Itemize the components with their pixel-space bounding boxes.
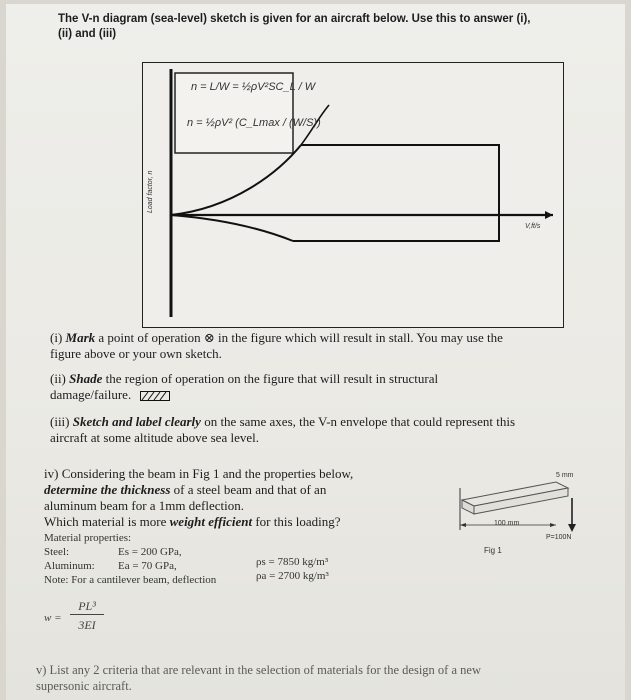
aluminum-density: ρa = 2700 kg/m³ [256, 570, 329, 582]
positive-stall-curve [171, 145, 301, 215]
steel-modulus: Es = 200 GPa, [118, 546, 182, 558]
fraction-bar [70, 614, 104, 615]
steel-density: ρs = 7850 kg/m³ [256, 556, 329, 568]
question-5: v) List any 2 criteria that are relevant in the selection of materials for the design of a new supersonic aircraft. [36, 663, 481, 693]
heading-line-1: The V-n diagram (sea-level) sketch is given for an aircraft below. Use this to answer (i), [58, 13, 531, 25]
question-4: iv) Considering the beam in Fig 1 and the properties below, determine the thickness of a steel beam and that of an aluminum beam for a 1mm deflection. Which material is more weight efficient for this loading? [44, 466, 354, 529]
deflection-denominator: 3EI [78, 618, 96, 632]
x-axis-label: V,ft/s [525, 223, 541, 230]
vn-diagram [142, 62, 564, 328]
deflection-numerator: PL³ [78, 599, 96, 613]
question-heading [58, 12, 531, 42]
fig1-load-label: P=100N [546, 534, 572, 541]
vn-diagram-svg [143, 63, 563, 327]
aluminum-modulus: Ea = 70 GPa, [118, 560, 177, 572]
question-1: (i) Mark a point of operation ⊗ in the figure which will result in stall. You may use the figure above or your own sketch. [50, 330, 503, 361]
aluminum-label: Aluminum: [44, 560, 95, 572]
steel-label: Steel: [44, 546, 70, 558]
hatch-legend-icon [140, 391, 170, 401]
positive-limit-line [301, 145, 499, 241]
figure-1 [446, 470, 601, 560]
question-2: (ii) Shade the region of operation on the figure that will result in structural damage/failure. [50, 371, 439, 402]
y-axis-label: Load factor, n [147, 170, 154, 213]
formula-2: n = ½ρV² (C_Lmax / (W/S)) [187, 117, 321, 129]
fig1-caption: Fig 1 [484, 546, 502, 555]
deflection-note: Note: For a cantilever beam, deflection [44, 574, 217, 586]
deflection-symbol: w = [44, 612, 62, 624]
beam-sketch [446, 470, 601, 560]
heading-line-2: (ii) and (iii) [58, 28, 117, 40]
formula-1: n = L/W = ½ρV²SC_L / W [191, 81, 316, 93]
question-3: (iii) Sketch and label clearly on the same axes, the V-n envelope that could represent this aircraft at some altitude above sea level. [50, 414, 516, 445]
fig1-width-label: 5 mm [556, 472, 574, 479]
fig1-length-label: 100 mm [494, 520, 520, 527]
negative-stall-curve [171, 215, 293, 241]
material-properties: Material properties: [44, 532, 132, 544]
x-axis-arrow [545, 211, 553, 219]
